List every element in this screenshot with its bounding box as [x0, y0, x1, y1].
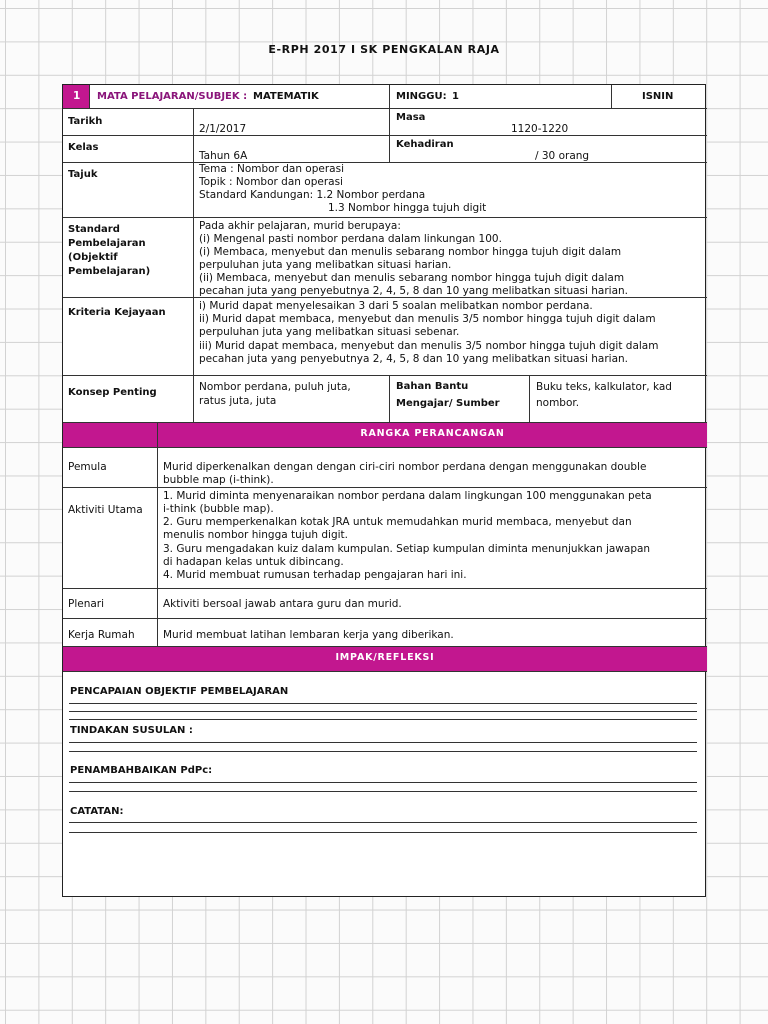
- attendance-value: / 30 orang: [535, 150, 590, 162]
- aktiviti-line: 3. Guru mengadakan kuiz dalam kumpulan. Setiap kumpulan diminta menunjukkan jawapan: [163, 543, 651, 555]
- standard-label-line: (Objektif: [68, 252, 118, 263]
- rangka-header-left: [63, 423, 158, 448]
- tajuk-line: Tema : Nombor dan operasi: [199, 163, 344, 175]
- pemula-line: bubble map (i-think).: [163, 474, 274, 486]
- day-value: ISNIN: [642, 91, 674, 102]
- konsep-label: Konsep Penting: [68, 387, 157, 398]
- class-label: Kelas: [68, 142, 99, 153]
- plenari-value: Aktiviti bersoal jawab antara guru dan murid.: [163, 598, 402, 610]
- kriteria-line: iii) Murid dapat membaca, menyebut dan menulis 3/5 nombor hingga tujuh digit dalam: [199, 340, 659, 352]
- aktiviti-line: 2. Guru memperkenalkan kotak JRA untuk memudahkan murid membaca, menyebut dan: [163, 516, 632, 528]
- aktiviti-label-cell: [63, 488, 158, 589]
- date-value: 2/1/2017: [199, 123, 247, 135]
- kriteria-line: perpuluhan juta yang melibatkan situasi sebenar.: [199, 326, 460, 338]
- tajuk-line: 1.3 Nombor hingga tujuh digit: [328, 202, 487, 214]
- class-value-cell: [194, 136, 390, 163]
- tajuk-label-cell: [63, 163, 194, 218]
- time-label: Masa: [396, 112, 426, 123]
- konsep-line: ratus juta, juta: [199, 395, 277, 407]
- kriteria-line: i) Murid dapat menyelesaikan 3 dari 5 soalan melibatkan nombor perdana.: [199, 300, 593, 312]
- bahan-line: nombor.: [536, 397, 580, 409]
- kriteria-label: Kriteria Kejayaan: [68, 307, 166, 318]
- aktiviti-line: 4. Murid membuat rumusan terhadap pengajaran hari ini.: [163, 569, 467, 581]
- catatan-line: [69, 822, 697, 823]
- date-label: Tarikh: [68, 116, 103, 127]
- aktiviti-line: 1. Murid diminta menyenaraikan nombor perdana dalam lingkungan 100 menggunakan peta: [163, 490, 652, 502]
- standard-label-line: Standard: [68, 224, 120, 235]
- pemula-value-cell: [158, 448, 707, 488]
- pencapaian-line: [69, 719, 697, 720]
- konsep-value-cell: [194, 376, 390, 423]
- aktiviti-label: Aktiviti Utama: [68, 504, 143, 516]
- catatan-label: CATATAN:: [70, 806, 124, 817]
- attendance-cell: [390, 136, 707, 163]
- standard-line: pecahan juta yang penyebutnya 2, 4, 5, 8 dan 10 yang melibatkan situasi harian.: [199, 285, 629, 297]
- aktiviti-line: i-think (bubble map).: [163, 503, 274, 515]
- plenari-label-cell: [63, 589, 158, 619]
- kerja-label: Kerja Rumah: [68, 629, 135, 641]
- subject-cell: [90, 85, 390, 109]
- kerja-value: Murid membuat latihan lembaran kerja yang diberikan.: [163, 629, 454, 641]
- lesson-plan-sheet: [62, 84, 706, 897]
- attendance-label: Kehadiran: [396, 139, 454, 150]
- kerja-value-cell: [158, 619, 707, 647]
- subject-label: MATA PELAJARAN/SUBJEK :: [97, 91, 248, 102]
- aktiviti-line: di hadapan kelas untuk dibincang.: [163, 556, 344, 568]
- kriteria-value-cell: [194, 298, 707, 376]
- bahan-label-line: Mengajar/ Sumber: [396, 398, 500, 409]
- subject-value: MATEMATIK: [253, 91, 319, 102]
- tindakan-line: [69, 742, 697, 743]
- time-cell: [390, 109, 707, 136]
- week-value: 1: [452, 91, 459, 102]
- standard-line: (ii) Membaca, menyebut dan menulis sebarang nombor hingga tujuh digit dalam: [199, 272, 625, 284]
- konsep-line: Nombor perdana, puluh juta,: [199, 381, 351, 393]
- class-value: Tahun 6A: [199, 150, 248, 162]
- pencapaian-line: [69, 703, 697, 704]
- pemula-label: Pemula: [68, 461, 107, 473]
- tajuk-value-cell: [194, 163, 707, 218]
- standard-line: perpuluhan juta yang melibatkan situasi harian.: [199, 259, 452, 271]
- date-value-cell: [194, 109, 390, 136]
- class-label-cell: [63, 136, 194, 163]
- penambahbaikan-line: [69, 791, 697, 792]
- penambahbaikan-line: [69, 782, 697, 783]
- lesson-number: 1: [73, 90, 81, 102]
- plenari-label: Plenari: [68, 598, 105, 610]
- tajuk-line: Standard Kandungan: 1.2 Nombor perdana: [199, 189, 426, 201]
- date-label-cell: [63, 109, 194, 136]
- standard-line: (i) Membaca, menyebut dan menulis sebarang nombor hingga tujuh digit dalam: [199, 246, 622, 258]
- standard-label-cell: [63, 218, 194, 298]
- plenari-value-cell: [158, 589, 707, 619]
- aktiviti-line: menulis nombor hingga tujuh digit.: [163, 529, 348, 541]
- reflection-section: [63, 672, 705, 896]
- week-cell: [390, 85, 612, 109]
- standard-line: Pada akhir pelajaran, murid berupaya:: [199, 220, 401, 232]
- aktiviti-value-cell: [158, 488, 707, 589]
- tajuk-label: Tajuk: [68, 169, 98, 180]
- bahan-line: Buku teks, kalkulator, kad: [536, 381, 672, 393]
- catatan-line: [69, 832, 697, 833]
- konsep-label-cell: [63, 376, 194, 423]
- time-value: 1120-1220: [511, 123, 569, 135]
- tindakan-label: TINDAKAN SUSULAN :: [70, 725, 193, 736]
- pemula-line: Murid diperkenalkan dengan dengan ciri-ciri nombor perdana dengan menggunakan double: [163, 461, 647, 473]
- day-cell: [612, 85, 707, 109]
- impak-header: IMPAK/REFLEKSI: [63, 647, 707, 672]
- penambahbaikan-label: PENAMBAHBAIKAN PdPc:: [70, 765, 213, 776]
- standard-label-line: Pembelajaran: [68, 238, 146, 249]
- pemula-label-cell: [63, 448, 158, 488]
- kriteria-line: ii) Murid dapat membaca, menyebut dan menulis 3/5 nombor hingga tujuh digit dalam: [199, 313, 656, 325]
- standard-line: (i) Mengenal pasti nombor perdana dalam linkungan 100.: [199, 233, 502, 245]
- kriteria-line: pecahan juta yang penyebutnya 2, 4, 5, 8 dan 10 yang melibatkan situasi harian.: [199, 353, 629, 365]
- rangka-header: RANGKA PERANCANGAN: [158, 423, 707, 448]
- kriteria-label-cell: [63, 298, 194, 376]
- tindakan-line: [69, 751, 697, 752]
- page-title: E-RPH 2017 I SK PENGKALAN RAJA: [268, 43, 500, 56]
- tajuk-line: Topik : Nombor dan operasi: [199, 176, 343, 188]
- kerja-label-cell: [63, 619, 158, 647]
- week-label: MINGGU:: [396, 91, 447, 102]
- standard-label-line: Pembelajaran): [68, 266, 151, 277]
- pencapaian-label: PENCAPAIAN OBJEKTIF PEMBELAJARAN: [70, 686, 289, 697]
- standard-value-cell: [194, 218, 707, 298]
- bahan-label-line: Bahan Bantu: [396, 381, 469, 392]
- bahan-value-cell: [530, 376, 707, 423]
- lesson-number-cell: [63, 85, 90, 109]
- pencapaian-line: [69, 711, 697, 712]
- bahan-label-cell: [390, 376, 530, 423]
